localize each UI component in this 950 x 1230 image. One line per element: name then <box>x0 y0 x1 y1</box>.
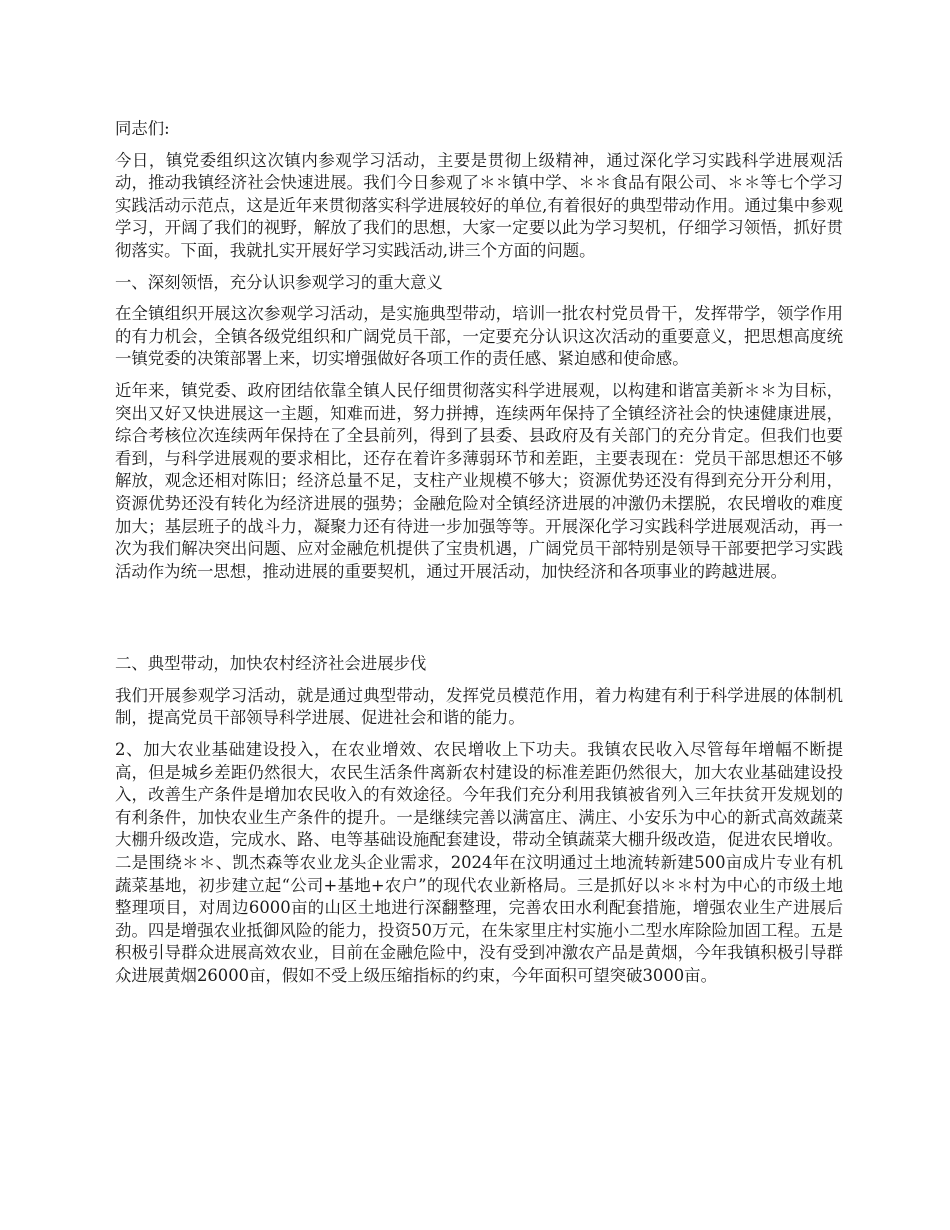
section-heading-2: 二、典型带动，加快农村经济社会进展步伐 <box>115 654 427 674</box>
section2-paragraph: 2、加大农业基础建设投入，在农业增效、农民增收上下功夫。我镇农民收入尽管每年增幅不断提高，但是城乡差距仍然很大，农民生活条件离新农村建设的标准差距仍然很大，加大农业基础建设投入，改善生产条件是增加农民收入的有效途径。今年我们充分利用我镇被省列入三年扶贫开发规划的有利条件，加快农业生产条件的提升。一是继续完善以满富庄、满庄、小安乐为中心的新式高效蔬菜大棚升级改造，完成水、路、电等基础设施配套建设，带动全镇蔬菜大棚升级改造，促进农民增收。二是围绕＊＊、凯杰森等农业龙头企业需求，2024年在汶明通过土地流转新建500亩成片专业有机蔬菜基地，初步建立起“公司+基地+农户”的现代农业新格局。三是抓好以＊＊村为中心的市级土地整理项目，对周边6000亩的山区土地进行深翻整理，完善农田水利配套措施，增强农业生产进展后劲。四是增强农业抵御风险的能力，投资50万元，在朱家里庄村实施小二型水库除险加固工程。五是积极引导群众进展高效农业，目前在金融危险中，没有受到冲激农产品是黄烟，今年我镇积极引导群众进展黄烟26000亩，假如不受上级压缩指标的约束，今年面积可望突破3000亩。 <box>115 740 843 985</box>
section2-paragraph: 我们开展参观学习活动，就是通过典型带动，发挥党员模范作用，着力构建有利于科学进展的体制机制，提高党员干部领导科学进展、促进社会和谐的能力。 <box>115 685 843 728</box>
section-heading-1: 一、深刻领悟，充分认识参观学习的重大意义 <box>115 272 443 292</box>
section1-paragraph: 近年来，镇党委、政府团结依靠全镇人民仔细贯彻落实科学进展观，以构建和谐富美新＊＊为目标，突出又好又快进展这一主题，知难而进，努力拼搏，连续两年保持了全镇经济社会的快速健康进展，综合考核位次连续两年保持在了全县前列，得到了县委、县政府及有关部门的充分肯定。但我们也要看到，与科学进展观的要求相比，还存在着许多薄弱环节和差距，主要表现在：党员干部思想还不够解放，观念还相对陈旧；经济总量不足，支柱产业规模不够大；资源优势还没有得到充分开分利用，资源优势还没有转化为经济进展的强势；金融危险对全镇经济进展的冲激仍未摆脱，农民增收的难度加大；基层班子的战斗力，凝聚力还有待进一步加强等等。开展深化学习实践科学进展观活动，再一次为我们解决突出问题、应对金融危机提供了宝贵机遇，广阔党员干部特别是领导干部要把学习实践活动作为统一思想，推动进展的重要契机，通过开展活动，加快经济和各项事业的跨越进展。 <box>115 380 843 581</box>
greeting: 同志们: <box>115 119 170 138</box>
section1-paragraph: 在全镇组织开展这次参观学习活动，是实施典型带动，培训一批农村党员骨干，发挥带学，领学作用的有力机会，全镇各级党组织和广阔党员干部，一定要充分认识这次活动的重要意义，把思想高度统一镇党委的决策部署上来，切实增强做好各项工作的责任感、紧迫感和使命感。 <box>115 304 843 369</box>
document-body <box>115 118 843 997</box>
intro-paragraph: 今日，镇党委组织这次镇内参观学习活动，主要是贯彻上级精神，通过深化学习实践科学进展观活动，推动我镇经济社会快速进展。我们今日参观了＊＊镇中学、＊＊食品有限公司、＊＊等七个学习实践活动示范点，这是近年来贯彻落实科学进展较好的单位,有着很好的典型带动作用。通过集中参观学习，开阔了我们的视野，解放了我们的思想，大家一定要以此为学习契机，仔细学习领悟，抓好贯彻落实。下面，我就扎实开展好学习实践活动,讲三个方面的问题。 <box>115 150 843 260</box>
section-spacer <box>115 592 843 650</box>
